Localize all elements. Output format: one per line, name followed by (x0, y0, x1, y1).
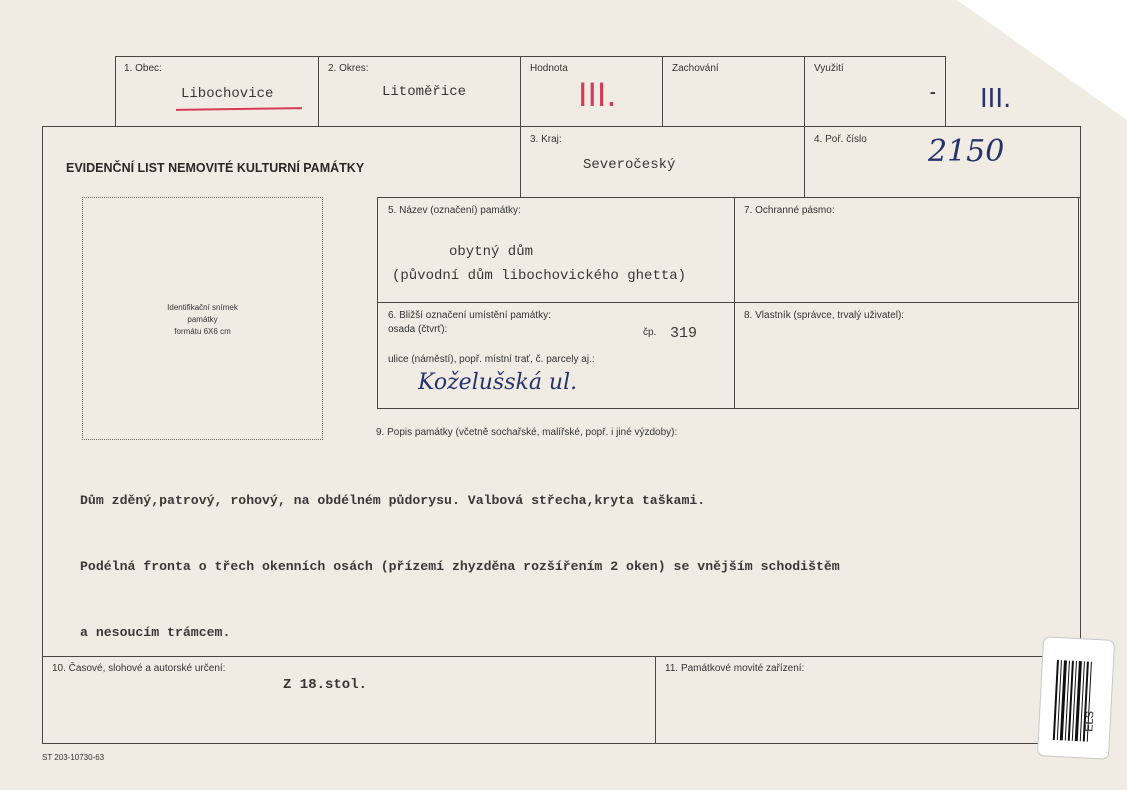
ulice-value: Koželušská ul. (418, 370, 578, 395)
photo-caption-line: památky (187, 315, 218, 324)
photo-caption-line: Identifikační snímek (167, 303, 238, 312)
hodnota-label: Hodnota (530, 63, 568, 74)
popis-line: a nesoucím trámcem. (80, 625, 231, 640)
photo-placeholder (82, 197, 323, 440)
vyuziti-value: - (928, 84, 938, 102)
por-cislo-value: 2150 (928, 134, 1005, 169)
nazev-line2: (původní dům libochovického ghetta) (392, 268, 687, 284)
zachovani-label: Zachování (672, 63, 719, 74)
nazev-line1: obytný dům (449, 244, 534, 260)
popis-line: Dům zděný,patrový, rohový, na obdélném půdorysu. Valbová střecha,kryta taškami. (80, 493, 706, 508)
vlastnik-label: 8. Vlastník (správce, trvalý uživatel): (744, 310, 905, 321)
urceni-label: 10. Časové, slohové a autorské určení: (52, 663, 226, 674)
barcode-icon (1038, 637, 1114, 759)
popis-line: Podélná fronta o třech okenních osách (přízemí zhyzděna rozšířením 2 oken) se vnějším schodištěm (80, 559, 840, 574)
obec-label: 1. Obec: (124, 63, 162, 74)
movite-label: 11. Památkové movité zařízení: (665, 663, 805, 674)
urceni-value: Z 18.stol. (283, 677, 368, 693)
umisteni-label: 6. Bližší označení umístění památky: (388, 310, 551, 321)
obec-value: Libochovice (181, 86, 274, 102)
barcode-label: ELS (1083, 710, 1097, 733)
por-cislo-label: 4. Poř. číslo (814, 134, 867, 145)
popis-text (80, 446, 1070, 688)
kraj-value: Severočeský (583, 157, 676, 173)
photo-caption-line: formátu 6X6 cm (174, 327, 231, 336)
cp-value: 319 (670, 325, 698, 342)
nazev-label: 5. Název (označení) památky: (388, 205, 521, 216)
okres-label: 2. Okres: (328, 63, 369, 74)
ochranne-pasmo-label: 7. Ochranné pásmo: (744, 205, 835, 216)
hodnota-value: III. (578, 76, 617, 114)
vyuziti-label: Využití (814, 63, 844, 74)
photo-caption (83, 302, 322, 338)
cp-label: čp. (643, 327, 657, 338)
form-title: EVIDENČNÍ LIST NEMOVITÉ KULTURNÍ PAMÁTKY (66, 161, 365, 175)
okres-value: Litoměřice (382, 84, 467, 100)
margin-mark: III. (980, 84, 1012, 114)
form-code: ST 203-10730-63 (42, 753, 105, 762)
barcode-sticker (1037, 636, 1115, 760)
popis-label: 9. Popis památky (včetně sochařské, malířské, popř. i jiné výzdoby): (376, 427, 678, 438)
osada-label: osada (čtvrť): (388, 324, 448, 335)
ulice-label: ulice (náměstí), popř. místní trať, č. parcely aj.: (388, 354, 595, 365)
kraj-label: 3. Kraj: (530, 134, 562, 145)
